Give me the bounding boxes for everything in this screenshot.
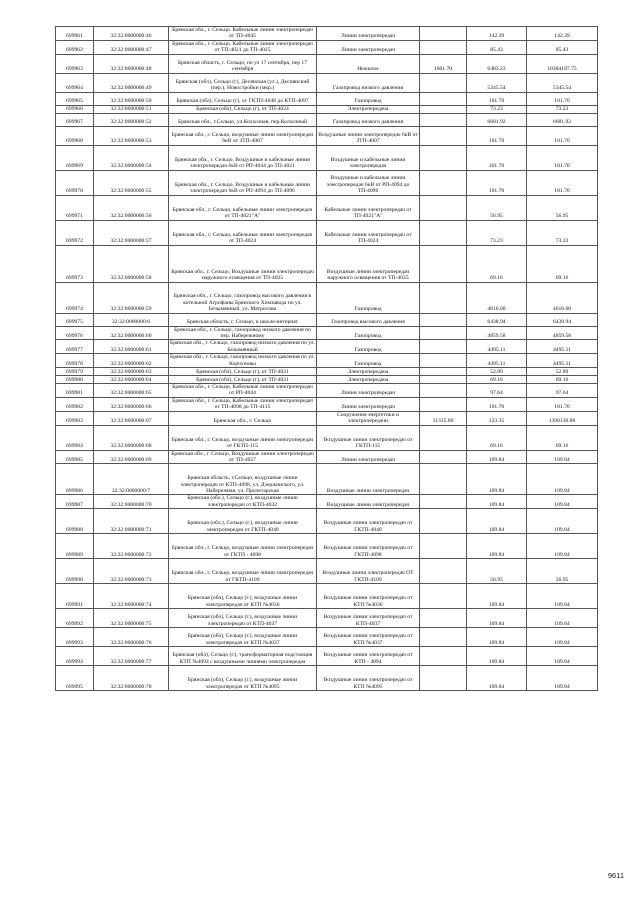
area-cell [420, 313, 467, 326]
total-value-cell: 101.70 [527, 170, 598, 195]
object-name-cell: Нежилое [317, 54, 420, 73]
address-cell: Брянская обл., г. Сельцо, Воздушные и кабельные линии электропередач 6кВ от РП-4094 до ТП-4096 [169, 170, 317, 195]
object-name-cell: Линии электропередач [317, 384, 420, 398]
table-body [56, 27, 598, 691]
area-cell [420, 368, 467, 376]
cadastral-number-cell: 32:32:0000000:50 [94, 92, 169, 105]
table-row [56, 411, 598, 425]
address-cell: Брянская (обл), Сельцо (г.), воздушные линии электропередач от КТП №4095 [169, 666, 317, 691]
area-cell: 1601.70 [420, 54, 467, 73]
address-cell: Брянская обл., г. Сельцо, воздушные линии электропередач от ГКТП - 4098 [169, 534, 317, 559]
object-name-cell: Электропередача [317, 105, 420, 113]
table-row [56, 105, 598, 113]
unit-value-cell: 56.95 [467, 559, 527, 584]
total-value-cell: 1398130.88 [527, 411, 598, 425]
area-cell [420, 145, 467, 170]
address-cell: Брянская обл., г. Сельцо, Воздушные линии электропередач наружного освещения от ТП-4025 [169, 245, 317, 282]
unit-value-cell: 6438.94 [467, 313, 527, 326]
row-id-cell: 699973 [56, 245, 94, 282]
row-id-cell: 699968 [56, 126, 94, 145]
unit-value-cell: 123.35 [467, 411, 527, 425]
cadastral-number-cell: 32:32:0000000:67 [94, 411, 169, 425]
address-cell: Брянская обл., г. Сельцо, газопровод низкого давления по ул. Корчуновы [170, 354, 315, 367]
table-row [56, 340, 598, 354]
object-name-cell: Воздушные линии электропередач ОТ ГКТП-4109 [317, 559, 420, 584]
address-cell: Брянская (обл.), Сельцо (г.), воздушные линии электропередач от КТП-4032 [169, 495, 317, 509]
area-cell [420, 559, 467, 584]
total-value-cell: 101.70 [527, 126, 598, 145]
row-id-cell: 699967 [56, 113, 94, 126]
row-id-cell: 699994 [56, 647, 94, 666]
area-cell [420, 509, 467, 534]
address-cell: Брянская (обл.), Сельцо (г.), воздушные линии электропередач от ГКТП-4040 [169, 509, 317, 534]
total-value-cell: 85.43 [527, 40, 598, 54]
total-value-cell: 4495.11 [527, 340, 598, 354]
total-value-cell: 10384187.75 [527, 54, 598, 73]
address-cell: Брянская (обл), Сельцо (г), от ТП-4021 [169, 368, 317, 376]
table-row [56, 609, 598, 628]
unit-value-cell: 109.84 [467, 647, 527, 666]
object-name-cell: Воздушные линии электропередач от КТП №4037 [317, 628, 420, 647]
area-cell [420, 282, 467, 313]
area-cell [420, 195, 467, 220]
row-id-cell: 699986 [56, 464, 94, 495]
cadastral-number-cell: 32:32:0000000:51 [94, 105, 169, 113]
object-name-cell: Воздушные линии электропередач от ГКТП-4040 [317, 509, 420, 534]
cadastral-number-cell: 32:32:0000000:76 [94, 628, 169, 647]
table-row [56, 584, 598, 609]
total-value-cell: 52.89 [527, 368, 598, 376]
area-cell [420, 384, 467, 398]
cadastral-number-cell: 32:32:0000000:61 [94, 340, 169, 354]
row-id-cell: 699964 [56, 73, 94, 92]
table-row [56, 376, 598, 384]
total-value-cell: 142.39 [527, 27, 598, 41]
object-name-cell: Сооружения энергетики и электропередачи [317, 411, 420, 425]
cadastral-number-cell: 32:32:0000000:72 [94, 534, 169, 559]
cadastral-number-cell: 32:32:0000000:57 [94, 220, 169, 245]
table-row [56, 647, 598, 666]
area-cell [420, 425, 467, 450]
address-cell: Брянская (обл), Сельцо (г.), трансформаторная подстанция КТП №4094 с воздушными линиями электропередач [169, 647, 317, 666]
object-name-cell: Газопровод [317, 282, 420, 313]
row-id-cell: 699974 [56, 282, 94, 313]
total-value-cell: 109.84 [527, 584, 598, 609]
object-name-cell: Линии электропередач [317, 40, 420, 54]
area-cell [420, 495, 467, 509]
row-id-cell: 699993 [56, 628, 94, 647]
cadastral-number-cell: 32:32:0000000:49 [94, 73, 169, 92]
table-row [56, 384, 598, 398]
object-name-cell: Линии электропередач [317, 27, 420, 41]
row-id-cell: 699978 [56, 354, 94, 368]
area-cell [420, 126, 467, 145]
total-value-cell: 101.70 [527, 145, 598, 170]
unit-value-cell: 97.64 [467, 384, 527, 398]
area-cell [420, 534, 467, 559]
area-cell [420, 584, 467, 609]
row-id-cell: 699985 [56, 450, 94, 464]
row-id-cell: 699988 [56, 509, 94, 534]
area-cell [420, 40, 467, 54]
total-value-cell: 109.84 [527, 534, 598, 559]
cadastral-number-cell: 32:32:0000000:64 [94, 376, 169, 384]
row-id-cell: 699992 [56, 609, 94, 628]
unit-value-cell: 109.84 [467, 609, 527, 628]
table-row [56, 397, 598, 411]
table-row [56, 220, 598, 245]
cadastral-number-cell: 32:32:0000000:58 [94, 245, 169, 282]
row-id-cell: 699991 [56, 584, 94, 609]
unit-value-cell: 109.84 [467, 509, 527, 534]
unit-value-cell: 5345.54 [467, 73, 527, 92]
total-value-cell: 109.84 [527, 450, 598, 464]
area-cell [420, 464, 467, 495]
total-value-cell: 73.23 [527, 220, 598, 245]
cadastral-register-table [55, 26, 598, 691]
area-cell [420, 27, 467, 41]
address-cell: Брянская обл., г. Сельцо, газопровод высокого давления в котельной Агрофаны Брянского Химзавода по ул. Безымянный, ул. Матросова [169, 282, 317, 313]
unit-value-cell: 69.16 [467, 376, 527, 384]
address-cell: Брянская обл., г. Сельцо, воздушные линии электропередач от ГКТП-4109 [169, 559, 317, 584]
object-name-cell: Линии электропередач [317, 397, 420, 411]
object-name-cell: Воздушные линии электропередач от ГКТП-4098 [317, 534, 420, 559]
unit-value-cell: 101.70 [467, 397, 527, 411]
address-cell: Брянская (обл), Сельцо (г.), воздушные линии электропередач от КТП №4036 [169, 584, 317, 609]
unit-value-cell: 101.70 [467, 92, 527, 105]
row-id-cell: 699963 [56, 54, 94, 73]
object-name-cell: Кабельные линии электропередач от ТП-4024 [317, 220, 420, 245]
total-value-cell: 109.84 [527, 628, 598, 647]
cadastral-number-cell: 32:32:0000000:7 [94, 464, 169, 495]
unit-value-cell: 109.84 [467, 450, 527, 464]
area-cell [420, 105, 467, 113]
row-id-cell: 699989 [56, 534, 94, 559]
address-cell: Брянская обл., г. Сельцо. Кабельные линии электропередач от ТП-4045 [169, 27, 317, 41]
address-cell: Брянская область, г. Сельцо, к школе-интернат [169, 313, 317, 326]
object-name-cell: Воздушные линии электропередач от КТП-4037 [317, 609, 420, 628]
table-row [56, 313, 598, 326]
cadastral-number-cell: 32:32:0000000:71 [94, 509, 169, 534]
address-cell: Брянская (обл), Сельцо (г.), воздушные линии электропередач от КТП-4037 [169, 609, 317, 628]
address-cell: Брянская обл., г. Сельцо, Кабельные линии электропередач от ТП-4098 до ТП-4115 [169, 397, 317, 411]
table-row [56, 368, 598, 376]
total-value-cell: 101.70 [527, 397, 598, 411]
total-value-cell: 109.84 [527, 666, 598, 691]
row-id-cell: 699961 [56, 27, 94, 41]
unit-value-cell: 109.84 [467, 495, 527, 509]
address-cell: Брянская (обл), Сельцо (г), от ГКТП-4048 до КТП-4097 [169, 92, 317, 105]
area-cell [420, 245, 467, 282]
address-cell: Брянская обл., г. Сельцо, кабельные линии электропередач от ТП-4024 [169, 220, 317, 245]
unit-value-cell: 109.84 [467, 534, 527, 559]
cadastral-number-cell: 32:32:0000000:66 [94, 397, 169, 411]
area-cell [420, 73, 467, 92]
table-row [56, 282, 598, 313]
unit-value-cell: 101.70 [467, 145, 527, 170]
unit-value-cell: 6681.92 [467, 113, 527, 126]
object-name-cell: Газопровод [317, 326, 420, 340]
total-value-cell: 69.16 [527, 425, 598, 450]
area-cell [420, 92, 467, 105]
address-cell: Брянская обл., г. Сельцо, воздушные линии электропередач от ГКТП-115 [169, 425, 317, 450]
table-row [56, 245, 598, 282]
cadastral-number-cell: 32:32:0000000:56 [94, 195, 169, 220]
total-value-cell: 109.84 [527, 609, 598, 628]
object-name-cell: Газопровод низкого давления [317, 113, 420, 126]
table-row [56, 559, 598, 584]
total-value-cell: 97.64 [527, 384, 598, 398]
unit-value-cell: 101.70 [467, 126, 527, 145]
row-id-cell: 699962 [56, 40, 94, 54]
total-value-cell: 5345.54 [527, 73, 598, 92]
object-name-cell: Кабельные линии электропередач от ТП-4021"А" [317, 195, 420, 220]
table-row [56, 92, 598, 105]
table-row [56, 27, 598, 41]
area-cell [420, 340, 467, 354]
total-value-cell: 56.95 [527, 559, 598, 584]
unit-value-cell: 56.95 [467, 195, 527, 220]
address-cell: Брянская обл., г.Сельцо, ул.Колхозная, пер.Колхозный [169, 113, 317, 126]
row-id-cell: 699982 [56, 397, 94, 411]
area-cell [420, 609, 467, 628]
unit-value-cell: 52.89 [467, 368, 527, 376]
object-name-cell: Воздушные и кабельные линии электропередач [317, 145, 420, 170]
total-value-cell: 4495.11 [527, 354, 598, 368]
cadastral-number-cell: 32:32:0000000:65 [94, 384, 169, 398]
table-row [56, 495, 598, 509]
address-cell: Брянская (обл), Сельцо (г), от ТП-4021 [169, 376, 317, 384]
table-row [56, 126, 598, 145]
unit-value-cell: 6483.23 [467, 54, 527, 73]
row-id-cell: 699979 [56, 368, 94, 376]
total-value-cell: 4616.60 [527, 282, 598, 313]
area-cell [420, 326, 467, 340]
area-cell [420, 170, 467, 195]
object-name-cell: Воздушные линии электропередач [317, 464, 420, 495]
area-cell [420, 647, 467, 666]
cadastral-number-cell: 32:32:0000000:63 [94, 368, 169, 376]
address-cell: Брянская (обл), Сельцо (г), от ТП-4024 [169, 105, 317, 113]
row-id-cell: 699980 [56, 376, 94, 384]
area-cell [420, 628, 467, 647]
row-id-cell: 699995 [56, 666, 94, 691]
total-value-cell: 109.84 [527, 464, 598, 495]
table-row [56, 450, 598, 464]
table-row [56, 195, 598, 220]
area-cell [420, 220, 467, 245]
row-id-cell: 699981 [56, 384, 94, 398]
table-row [56, 534, 598, 559]
cadastral-number-cell: 32:32:0000000:68 [94, 425, 169, 450]
address-cell: Брянская обл., г. Сельцо, газопровод низкого давления по ул. Безымянный [170, 340, 315, 353]
address-cell: Брянская обл., г. Сельцо, кабельные линии электропередач от ТП-4021"А" [169, 195, 317, 220]
address-cell: Брянская (обл), Сельцо (г.), воздушные линии электропередач от КТП №4037 [169, 628, 317, 647]
row-id-cell: 699984 [56, 425, 94, 450]
table-row [56, 425, 598, 450]
object-name-cell: Воздушные линии электропередач [317, 495, 420, 509]
cadastral-number-cell: 32:32:0000000:54 [94, 145, 169, 170]
total-value-cell: 101.70 [527, 92, 598, 105]
unit-value-cell: 101.70 [467, 170, 527, 195]
total-value-cell: 109.84 [527, 495, 598, 509]
cadastral-number-cell: 32:32:0000000:60 [94, 326, 169, 340]
address-cell: Брянская обл., г. Сельцо, воздушные линии электропередач 6кВ от ЗТП-4007 [169, 126, 317, 145]
unit-value-cell: 109.84 [467, 666, 527, 691]
object-name-cell: Газопровод [317, 340, 420, 354]
page-number: 9611 [607, 871, 624, 880]
cadastral-number-cell: 32:32:0000000:59 [94, 282, 169, 313]
total-value-cell: 109.84 [527, 647, 598, 666]
table-row [56, 145, 598, 170]
table-row [56, 40, 598, 54]
total-value-cell: 4859.58 [527, 326, 598, 340]
cadastral-number-cell: 32:32:0000000:48 [94, 54, 169, 73]
table-row [56, 113, 598, 126]
total-value-cell: 73.23 [527, 105, 598, 113]
cadastral-number-cell: 32:32:0000000:6 [94, 313, 169, 326]
object-name-cell: Газопровод низкого давления [317, 73, 420, 92]
cadastral-number-cell: 32:32:0000000:75 [94, 609, 169, 628]
unit-value-cell: 4495.11 [467, 340, 527, 354]
unit-value-cell: 4616.60 [467, 282, 527, 313]
row-id-cell: 699966 [56, 105, 94, 113]
row-id-cell: 699965 [56, 92, 94, 105]
address-cell: Брянская (обл), Сельцо (г), Десянская (ул.), Деснянский (пер.), Новостройки (мкр.) [169, 73, 317, 92]
total-value-cell: 69.16 [527, 245, 598, 282]
unit-value-cell: 109.84 [467, 464, 527, 495]
cadastral-number-cell: 32:32:0000000:46 [94, 27, 169, 41]
object-name-cell: Электропередача [317, 376, 420, 384]
cadastral-number-cell: 32:32:0000000:73 [94, 559, 169, 584]
area-cell [420, 666, 467, 691]
table-row [56, 509, 598, 534]
cadastral-number-cell: 32:32:0000000:69 [94, 450, 169, 464]
address-cell: Брянская обл., г. Сельцо, газопровод низкого давления по пер. Набережному [169, 326, 317, 340]
address-cell: Брянская обл., г. Сельцо, Кабельные линии электропередач от РП-4044 [169, 384, 317, 398]
table-row [56, 666, 598, 691]
address-cell: Брянская обл., г. Сельцо. Кабельные линии электропередач от ТП-4021 до ТП-4025 [169, 40, 317, 54]
unit-value-cell: 69.16 [467, 425, 527, 450]
cadastral-number-cell: 32:32:0000000:74 [94, 584, 169, 609]
table-row [56, 464, 598, 495]
cadastral-number-cell: 32:32:0000000:55 [94, 170, 169, 195]
table-row [56, 170, 598, 195]
unit-value-cell: 109.84 [467, 584, 527, 609]
table-row [56, 73, 598, 92]
area-cell [420, 113, 467, 126]
object-name-cell: Воздушные линии электропередач от КТП №4036 [317, 584, 420, 609]
area-cell: 11335.00 [420, 411, 467, 425]
object-name-cell: Воздушные и кабельные линии электропередач 6кВ от РП-4094 до ТП-4096 [317, 170, 420, 195]
unit-value-cell: 69.16 [467, 245, 527, 282]
object-name-cell: Воздушные линии электропередач от КТП №4095 [317, 666, 420, 691]
address-cell: Брянская обл., г. Сельцо [169, 411, 317, 425]
cadastral-number-cell: 32:32:0000000:78 [94, 666, 169, 691]
row-id-cell: 699971 [56, 195, 94, 220]
row-id-cell: 699970 [56, 170, 94, 195]
total-value-cell: 6681.92 [527, 113, 598, 126]
row-id-cell: 699990 [56, 559, 94, 584]
table-row [56, 354, 598, 368]
area-cell [420, 376, 467, 384]
object-name-cell: Воздушные линии электропередач наружного освещения от ТП-4025 [317, 245, 420, 282]
row-id-cell: 699987 [56, 495, 94, 509]
table-row [56, 628, 598, 647]
address-cell: Брянская область, г. Сельцо, по ул 17 сентября, пер 17 сентября [169, 54, 317, 73]
table-row [56, 54, 598, 73]
total-value-cell: 69.16 [527, 376, 598, 384]
row-id-cell: 699977 [56, 340, 94, 354]
object-name-cell: Воздушные линии электропередач от КТП - 4094 [317, 647, 420, 666]
row-id-cell: 699983 [56, 411, 94, 425]
row-id-cell: 699976 [56, 326, 94, 340]
total-value-cell: 109.84 [527, 509, 598, 534]
unit-value-cell: 4859.58 [467, 326, 527, 340]
unit-value-cell: 73.23 [467, 220, 527, 245]
cadastral-number-cell: 32:32:0000000:77 [94, 647, 169, 666]
total-value-cell: 56.95 [527, 195, 598, 220]
cadastral-number-cell: 32:32:0000000:70 [94, 495, 169, 509]
address-cell: Брянская область, г.Сельцо, воздушные линии электропередач от КТП-4098, ул. Дзержинского, ул. Набережная, ул. Пролетарская [169, 464, 317, 495]
address-cell: Брянская обл., г. Сельцо, Воздушные линии электропередач от ТП-4027 [169, 450, 317, 464]
area-cell [420, 354, 467, 368]
object-name-cell: Воздушные линии электропередач от ГКТП-115 [317, 425, 420, 450]
cadastral-number-cell: 32:32:0000000:47 [94, 40, 169, 54]
cadastral-number-cell: 32:32:0000000:62 [94, 354, 169, 368]
object-name-cell: Газопровод [317, 92, 420, 105]
area-cell [420, 397, 467, 411]
object-name-cell: Газопровод [317, 354, 420, 368]
row-id-cell: 699969 [56, 145, 94, 170]
unit-value-cell: 85.43 [467, 40, 527, 54]
object-name-cell: Газопровод высокого давления [317, 313, 420, 326]
object-name-cell: Электропередача [317, 368, 420, 376]
total-value-cell: 6438.94 [527, 313, 598, 326]
row-id-cell: 699975 [56, 313, 94, 326]
unit-value-cell: 4495.11 [467, 354, 527, 368]
area-cell [420, 450, 467, 464]
unit-value-cell: 142.39 [467, 27, 527, 41]
object-name-cell: Линии электропередач [317, 450, 420, 464]
address-cell: Брянская обл., г. Сельцо, Воздушные и кабельные линии электропередач 6кВ от РП-4044 до ТП-4021 [169, 145, 317, 170]
unit-value-cell: 109.84 [467, 628, 527, 647]
cadastral-number-cell: 32:32:0000000:52 [94, 113, 169, 126]
unit-value-cell: 73.23 [467, 105, 527, 113]
row-id-cell: 699972 [56, 220, 94, 245]
table-row [56, 326, 598, 340]
object-name-cell: Воздушные линии электропередач 6кВ от ЗТП-4007 [317, 126, 420, 145]
cadastral-number-cell: 32:32:0000000:53 [94, 126, 169, 145]
